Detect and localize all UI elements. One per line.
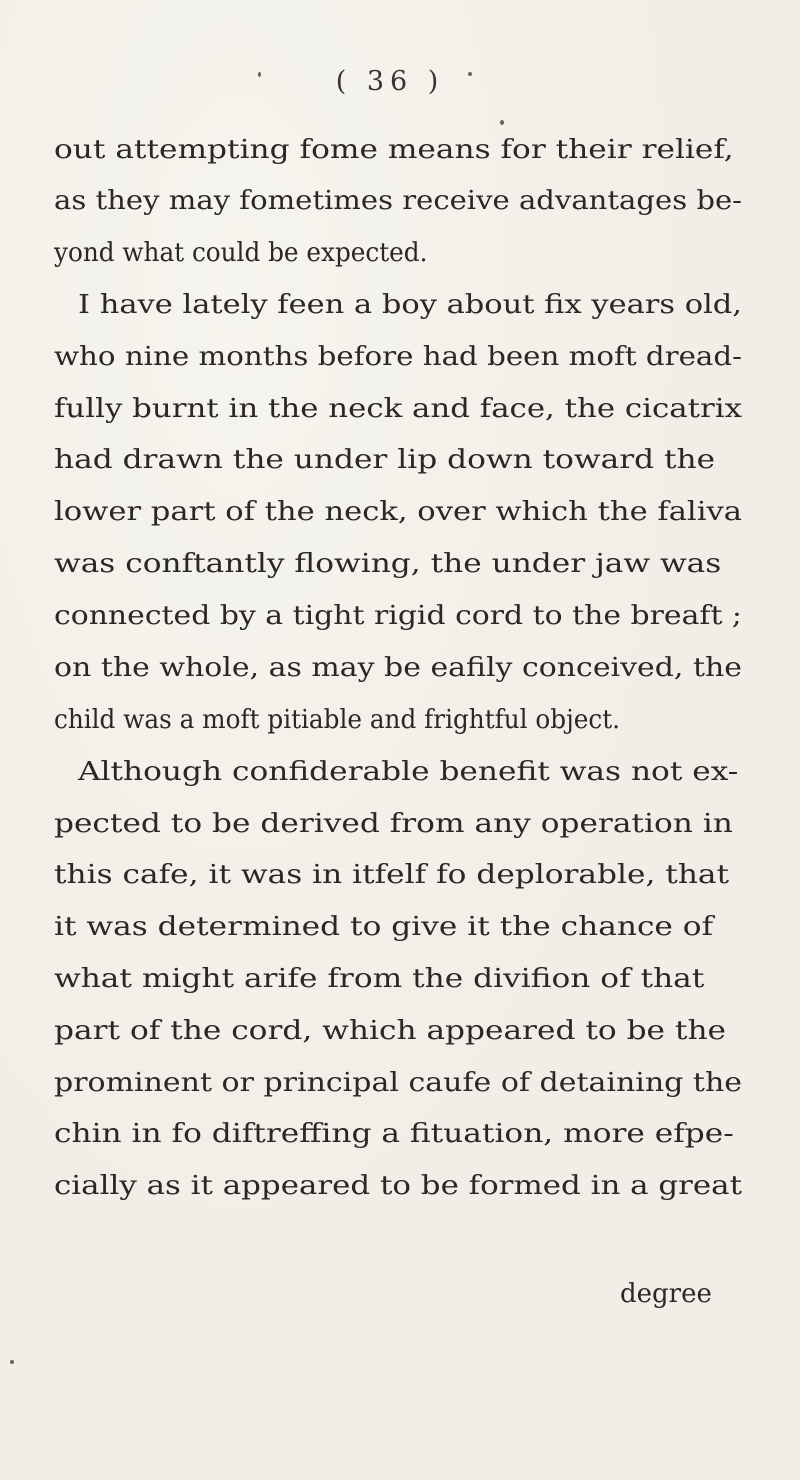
catchword: degree [620, 1279, 712, 1309]
text-line: it was determined to give it the chance of [54, 912, 714, 942]
text-line: prominent or principal caufe of detaining the [54, 1068, 742, 1098]
text-line: what might arife from the divifion of that [54, 964, 705, 994]
text-line: yond what could be expected. [54, 238, 428, 268]
text-line: out attempting fome means for their relief, [54, 135, 734, 165]
paper-speck [468, 72, 472, 76]
page-number: ( 36 ) [335, 66, 445, 97]
text-line: on the whole, as may be eafily conceived, the [54, 653, 742, 683]
text-line: fully burnt in the neck and face, the cicatrix [54, 394, 742, 424]
text-line: had drawn the under lip down toward the [54, 445, 716, 475]
paper-speck [500, 120, 504, 125]
text-line: part of the cord, which appeared to be the [54, 1016, 727, 1046]
text-line: I have lately feen a boy about fix years old, [78, 290, 742, 320]
text-line: cially as it appeared to be formed in a great [54, 1171, 742, 1201]
paper-speck [258, 72, 261, 77]
text-line: chin in fo diftreffing a fituation, more efpe- [54, 1119, 734, 1149]
text-line: Although confiderable benefit was not ex- [78, 757, 739, 787]
text-line: lower part of the neck, over which the faliva [54, 497, 742, 527]
text-line: was conftantly flowing, the under jaw was [54, 549, 722, 579]
text-line: who nine months before had been moft dread- [54, 342, 742, 372]
text-line: connected by a tight rigid cord to the breaft ; [54, 601, 742, 631]
text-line: as they may fometimes receive advantages be- [54, 186, 742, 216]
paper-speck [10, 1360, 14, 1364]
text-line: pected to be derived from any operation in [54, 809, 733, 839]
text-line: child was a moft pitiable and frightful object. [54, 705, 620, 735]
text-line: this cafe, it was in itfelf fo deplorable, that [54, 860, 730, 890]
